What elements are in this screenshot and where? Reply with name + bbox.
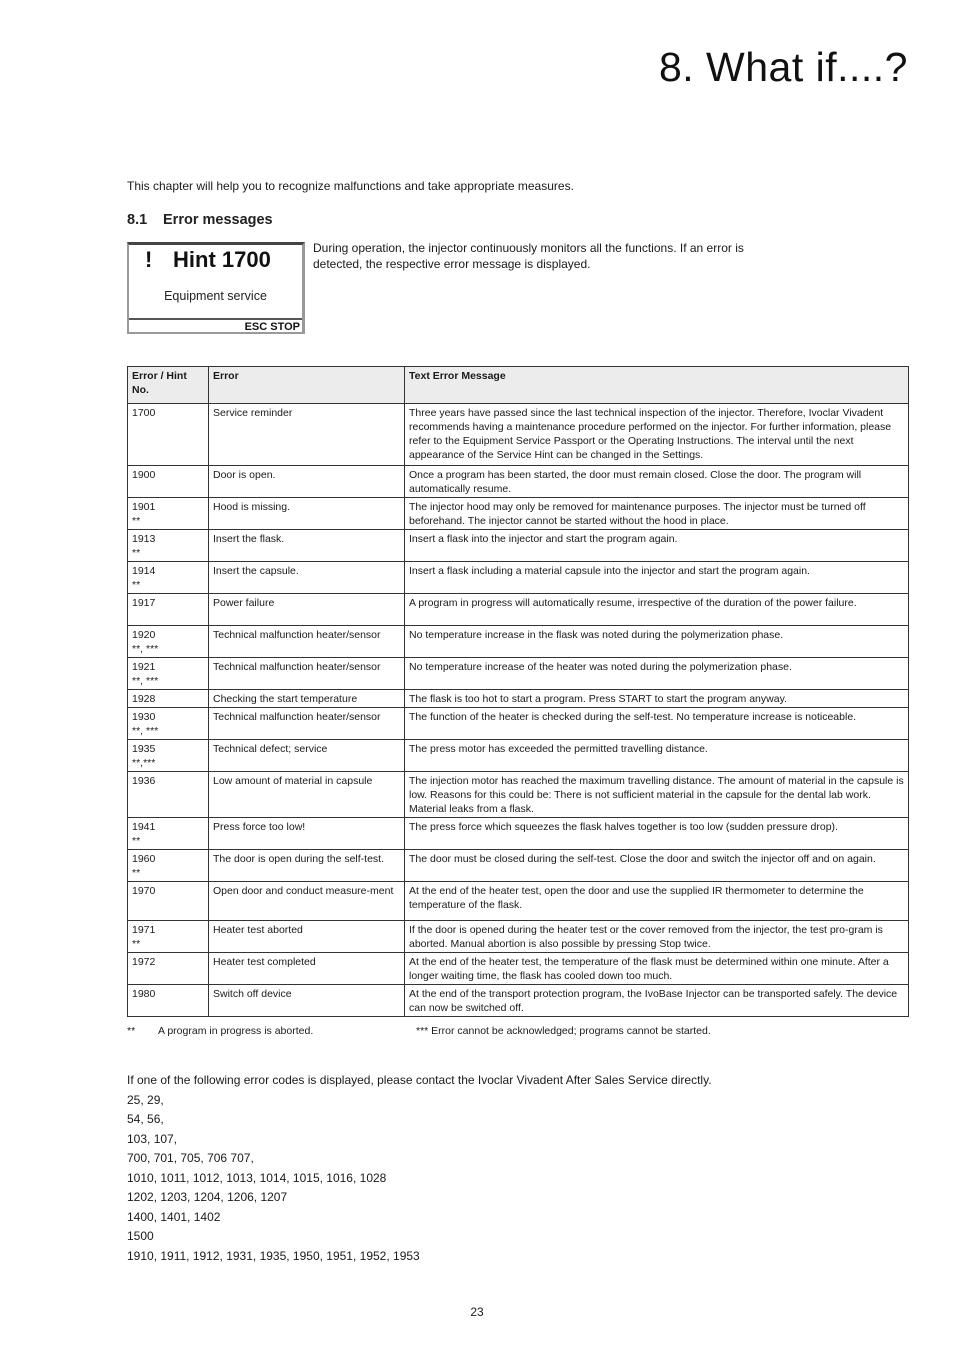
error-code-line: 700, 701, 705, 706 707, xyxy=(127,1151,254,1165)
table-row xyxy=(128,818,909,850)
device-display-illustration xyxy=(127,242,305,334)
error-number: 1936 xyxy=(132,775,156,787)
table-row xyxy=(128,466,909,498)
cell-error-no xyxy=(128,594,209,626)
cell-error: Technical defect; service xyxy=(209,740,405,772)
table-row xyxy=(128,772,909,818)
cell-error: Power failure xyxy=(209,594,405,626)
error-number: 1928 xyxy=(132,693,156,705)
cell-error: Heater test completed xyxy=(209,953,405,985)
error-footnote-mark: ** xyxy=(132,547,141,559)
cell-error: Technical malfunction heater/sensor xyxy=(209,626,405,658)
error-code-list xyxy=(127,1091,712,1267)
cell-error-no xyxy=(128,921,209,953)
error-number: 1960 xyxy=(132,853,156,865)
error-number: 1970 xyxy=(132,885,156,897)
service-contact-section xyxy=(127,1071,712,1266)
cell-error: Door is open. xyxy=(209,466,405,498)
cell-error: Press force too low! xyxy=(209,818,405,850)
error-footnote-mark: ** xyxy=(132,938,141,950)
cell-text-message: Insert a flask into the injector and start the program again. xyxy=(405,530,909,562)
cell-text-message: Three years have passed since the last technical inspection of the injector. Therefore, Ivoclar Vivadent recommends having a maintenance procedure performed on the injector. For further information, please refer to the Equipment Service Passport or the Operating Instructions. The interval until the next appearance of the Service Hint can be changed in the Settings. xyxy=(405,404,909,466)
error-number: 1930 xyxy=(132,711,156,723)
error-footnote-mark: ** xyxy=(132,867,141,879)
error-number: 1901 xyxy=(132,501,156,513)
error-footnote-mark: **, *** xyxy=(132,725,159,737)
cell-error-no xyxy=(128,740,209,772)
error-code-line: 1910, 1911, 1912, 1931, 1935, 1950, 1951, 1952, 1953 xyxy=(127,1248,420,1263)
footnote-mark: ** xyxy=(127,1025,136,1037)
cell-error: Insert the flask. xyxy=(209,530,405,562)
cell-error-no xyxy=(128,882,209,921)
error-number: 1914 xyxy=(132,565,156,577)
error-number: 1971 xyxy=(132,924,156,936)
error-footnote-mark: ** xyxy=(132,515,141,527)
cell-text-message: At the end of the heater test, open the door and use the supplied IR thermometer to determine the temperature of the flask. xyxy=(405,882,909,921)
cell-error: Checking the start temperature xyxy=(209,690,405,708)
error-number: 1972 xyxy=(132,956,156,968)
table-row xyxy=(128,921,909,953)
table-row xyxy=(128,740,909,772)
cell-error: Technical malfunction heater/sensor xyxy=(209,708,405,740)
table-row xyxy=(128,530,909,562)
display-hint-line xyxy=(145,247,271,273)
footnote-aborted xyxy=(127,1025,313,1037)
cell-text-message: The press force which squeezes the flask halves together is too low (sudden pressure drop). xyxy=(405,818,909,850)
error-code-line: 1010, 1011, 1012, 1013, 1014, 1015, 1016, 1028 xyxy=(127,1170,387,1185)
cell-text-message: The injector hood may only be removed for maintenance purposes. The injector must be turned off beforehand. The injector cannot be started without the hood in place. xyxy=(405,498,909,530)
intro-text: This chapter will help you to recognize malfunctions and take appropriate measures. xyxy=(127,179,574,193)
table-row xyxy=(128,882,909,921)
error-footnote-mark: **, *** xyxy=(132,675,159,687)
error-code-line: 54, 56, xyxy=(127,1112,164,1126)
cell-text-message: No temperature increase of the heater was noted during the polymerization phase. xyxy=(405,658,909,690)
cell-error-no xyxy=(128,818,209,850)
error-code-line: 25, 29, xyxy=(127,1092,164,1107)
error-footnote-mark: **, *** xyxy=(132,643,159,655)
cell-text-message: The press motor has exceeded the permitted travelling distance. xyxy=(405,740,909,772)
cell-text-message: Insert a flask including a material capsule into the injector and start the program again. xyxy=(405,562,909,594)
page-number: 23 xyxy=(470,1305,484,1319)
section-heading xyxy=(127,212,273,228)
error-messages-table xyxy=(127,366,909,1017)
error-number: 1941 xyxy=(132,821,156,833)
header-error: Error xyxy=(209,367,405,404)
table-body xyxy=(128,404,909,1017)
error-number: 1700 xyxy=(132,407,156,419)
exclamation-icon: ! xyxy=(145,247,153,272)
chapter-title: 8. What if....? xyxy=(658,44,908,90)
error-footnote-mark: ** xyxy=(132,835,141,847)
cell-error: The door is open during the self-test. xyxy=(209,850,405,882)
display-divider xyxy=(129,318,302,320)
error-number: 1917 xyxy=(132,597,156,609)
table-row xyxy=(128,404,909,466)
contact-intro: If one of the following error codes is displayed, please contact the Ivoclar Vivadent After Sales Service directly. xyxy=(127,1073,712,1087)
cell-text-message: The door must be closed during the self-test. Close the door and switch the injector off and on again. xyxy=(405,850,909,882)
footnote-text: A program in progress is aborted. xyxy=(158,1025,314,1037)
error-number: 1921 xyxy=(132,661,156,673)
section-title: Error messages xyxy=(163,212,273,228)
header-text-message: Text Error Message xyxy=(405,367,909,404)
table-row xyxy=(128,594,909,626)
cell-text-message: At the end of the transport protection program, the IvoBase Injector can be transported safely. The device can now be switched off. xyxy=(405,985,909,1017)
cell-text-message: No temperature increase in the flask was noted during the polymerization phase. xyxy=(405,626,909,658)
error-code-line: 1202, 1203, 1204, 1206, 1207 xyxy=(127,1190,288,1204)
cell-error-no xyxy=(128,466,209,498)
error-footnote-mark: ** xyxy=(132,579,141,591)
cell-error-no xyxy=(128,850,209,882)
table-row xyxy=(128,985,909,1017)
error-code-line: 1400, 1401, 1402 xyxy=(127,1209,221,1224)
table-row xyxy=(128,953,909,985)
table-row xyxy=(128,658,909,690)
error-number: 1920 xyxy=(132,629,156,641)
cell-error-no xyxy=(128,530,209,562)
cell-text-message: A program in progress will automatically resume, irrespective of the duration of the power failure. xyxy=(405,594,909,626)
table-row xyxy=(128,626,909,658)
error-number: 1913 xyxy=(132,533,156,545)
error-number: 1980 xyxy=(132,988,156,1000)
header-error-no: Error / Hint No. xyxy=(128,367,209,404)
cell-error-no xyxy=(128,953,209,985)
footnote-not-acknowledged: *** Error cannot be acknowledged; programs cannot be started. xyxy=(416,1025,711,1037)
cell-error: Technical malfunction heater/sensor xyxy=(209,658,405,690)
display-description: During operation, the injector continuously monitors all the functions. If an error is detected, the respective error message is displayed. xyxy=(313,241,744,271)
cell-error: Insert the capsule. xyxy=(209,562,405,594)
cell-error-no xyxy=(128,772,209,818)
cell-error-no xyxy=(128,985,209,1017)
error-code-line: 103, 107, xyxy=(127,1131,178,1146)
table-row xyxy=(128,562,909,594)
cell-text-message: If the door is opened during the heater test or the cover removed from the injector, the test pro-gram is aborted. Manual abortion is also possible by pressing Stop twice. xyxy=(405,921,909,953)
cell-error-no xyxy=(128,708,209,740)
cell-text-message: At the end of the heater test, the temperature of the flask must be determined within one minute. After a longer waiting time, the flask has cooled down too much. xyxy=(405,953,909,985)
cell-error: Hood is missing. xyxy=(209,498,405,530)
display-hint-code: Hint 1700 xyxy=(173,247,271,272)
cell-error: Heater test aborted xyxy=(209,921,405,953)
display-keys: ESC STOP xyxy=(244,321,300,333)
table-row xyxy=(128,690,909,708)
error-number: 1900 xyxy=(132,469,156,481)
table-row xyxy=(128,498,909,530)
cell-text-message: The injection motor has reached the maximum travelling distance. The amount of material in the capsule is low. Reasons for this could be: There is not sufficient material in the capsule for the dental lab work. Material leaks from a flask. xyxy=(405,772,909,818)
cell-error: Switch off device xyxy=(209,985,405,1017)
cell-error: Open door and conduct measure-ment xyxy=(209,882,405,921)
cell-error-no xyxy=(128,404,209,466)
error-number: 1935 xyxy=(132,743,156,755)
error-code-line: 1500 xyxy=(127,1229,154,1243)
cell-error-no xyxy=(128,626,209,658)
table-row xyxy=(128,850,909,882)
table-row xyxy=(128,708,909,740)
cell-error-no xyxy=(128,562,209,594)
cell-error-no xyxy=(128,498,209,530)
cell-error-no xyxy=(128,690,209,708)
display-message: Equipment service xyxy=(164,289,267,303)
cell-text-message: Once a program has been started, the door must remain closed. Close the door. The program will automatically resume. xyxy=(405,466,909,498)
error-footnote-mark: **,*** xyxy=(132,757,156,769)
cell-error-no xyxy=(128,658,209,690)
cell-error: Low amount of material in capsule xyxy=(209,772,405,818)
cell-text-message: The function of the heater is checked during the self-test. No temperature increase is noticeable. xyxy=(405,708,909,740)
table-header-row xyxy=(128,367,909,404)
section-number: 8.1 xyxy=(127,212,148,228)
cell-text-message: The flask is too hot to start a program. Press START to start the program anyway. xyxy=(405,690,909,708)
cell-error: Service reminder xyxy=(209,404,405,466)
